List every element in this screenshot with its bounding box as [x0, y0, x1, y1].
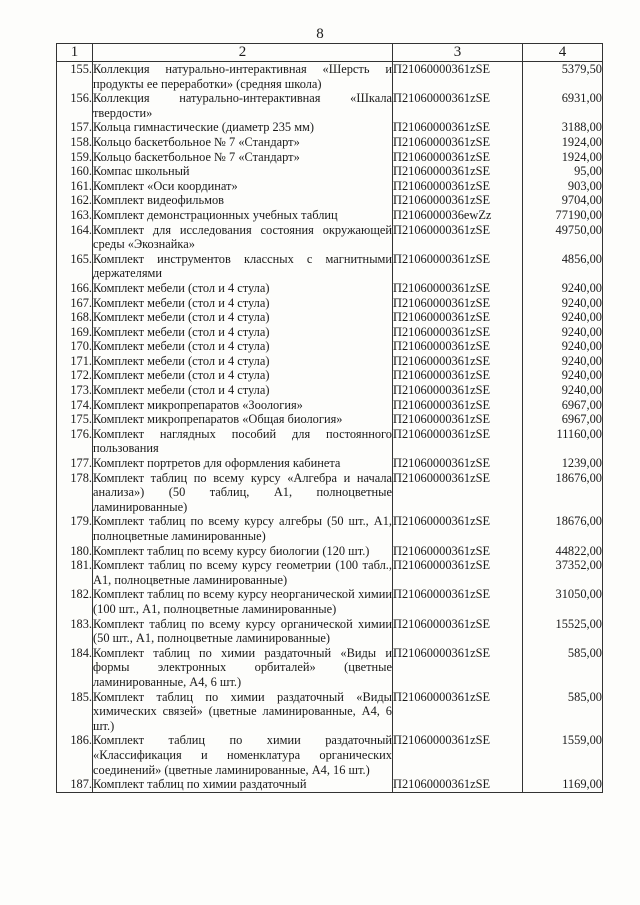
item-code: П21060000361zSE [393, 310, 523, 325]
item-code: П2106000036ewZz [393, 208, 523, 223]
item-price: 9240,00 [523, 339, 603, 354]
item-name: Комплект таблиц по всему курсу геометрии (100 табл., А1, полноцветные ламинированные) [93, 558, 392, 587]
item-name: Коллекция натурально-интерактивная «Шкала твердости» [93, 91, 392, 120]
item-name: Комплект мебели (стол и 4 стула) [93, 368, 393, 383]
item-name: Комплект таблиц по химии раздаточный [93, 777, 393, 792]
item-code: П21060000361zSE [393, 354, 523, 369]
item-name: Комплект мебели (стол и 4 стула) [93, 296, 393, 311]
item-name: Комплект видеофильмов [93, 193, 393, 208]
item-code: П21060000361zSE [393, 544, 523, 559]
table-row [57, 339, 603, 354]
item-code: П21060000361zSE [393, 383, 523, 398]
row-number: 175. [57, 412, 93, 427]
item-price: 9240,00 [523, 368, 603, 383]
table-row [57, 777, 603, 792]
item-code: П21060000361zSE [393, 368, 523, 383]
item-code: П21060000361zSE [393, 412, 523, 427]
item-price: 95,00 [523, 164, 603, 179]
item-code: П21060000361zSE [393, 193, 523, 208]
row-number: 163. [57, 208, 93, 223]
table-row [57, 325, 603, 340]
item-code: П21060000361zSE [393, 135, 523, 150]
row-number: 166. [57, 281, 93, 296]
item-code: П21060000361zSE [393, 339, 523, 354]
row-number: 160. [57, 164, 93, 179]
row-number: 187. [57, 777, 93, 792]
item-name: Коллекция натурально-интерактивная «Шерсть и продукты ее переработки» (средняя школа) [93, 62, 392, 91]
item-price: 9704,00 [523, 193, 603, 208]
table-header-row [57, 44, 603, 62]
row-number: 184. [57, 646, 93, 690]
table-row [57, 368, 603, 383]
row-number: 157. [57, 120, 93, 135]
row-number: 183. [57, 617, 93, 646]
table-row [57, 690, 603, 734]
item-name: Кольцо баскетбольное № 7 «Стандарт» [93, 135, 393, 150]
item-price: 9240,00 [523, 296, 603, 311]
row-number: 182. [57, 587, 93, 616]
item-code: П21060000361zSE [393, 456, 523, 471]
row-number: 185. [57, 690, 93, 734]
item-name: Комплект для исследования состояния окружающей среды «Экознайка» [93, 222, 392, 252]
table-row [57, 62, 603, 92]
item-code: П21060000361zSE [393, 223, 523, 252]
table-row [57, 456, 603, 471]
row-number: 172. [57, 368, 93, 383]
item-name: Комплект таблиц по химии раздаточный «Классификация и номенклатура органических соединений» (цветные ламинированные, А4, 16 шт.) [93, 733, 392, 777]
item-code: П21060000361zSE [393, 777, 523, 792]
item-code: П21060000361zSE [393, 427, 523, 456]
row-number: 167. [57, 296, 93, 311]
item-price: 49750,00 [523, 223, 603, 252]
row-number: 169. [57, 325, 93, 340]
item-code: П21060000361zSE [393, 471, 523, 515]
item-name: Комплект таблиц по химии раздаточный «Виды и формы электронных орбиталей» (цветные ламинированные, А4, 6 шт.) [93, 645, 392, 689]
item-price: 18676,00 [523, 471, 603, 515]
row-number: 164. [57, 223, 93, 252]
item-price: 903,00 [523, 179, 603, 194]
item-code: П21060000361zSE [393, 164, 523, 179]
column-header-code: 3 [393, 44, 523, 62]
item-name: Комплект таблиц по всему курсу «Алгебра и начала анализа») (50 таблиц, А1, полноцветные ламинированные) [93, 470, 392, 514]
table-row [57, 412, 603, 427]
row-number: 181. [57, 558, 93, 587]
table-row [57, 150, 603, 165]
row-number: 161. [57, 179, 93, 194]
item-name: Комплект таблиц по всему курсу неорганической химии (100 шт., А1, полноцветные ламинированные) [93, 587, 392, 616]
table-row [57, 135, 603, 150]
item-name: Комплект наглядных пособий для постоянного пользования [93, 426, 392, 456]
table-row [57, 544, 603, 559]
item-code: П21060000361zSE [393, 690, 523, 734]
row-number: 171. [57, 354, 93, 369]
table-row [57, 296, 603, 311]
item-name: Комплект мебели (стол и 4 стула) [93, 383, 393, 398]
item-code: П21060000361zSE [393, 398, 523, 413]
item-code: П21060000361zSE [393, 617, 523, 646]
table-row [57, 617, 603, 646]
item-price: 6967,00 [523, 398, 603, 413]
table-row [57, 471, 603, 515]
item-code: П21060000361zSE [393, 179, 523, 194]
item-name: Комплект мебели (стол и 4 стула) [93, 281, 393, 296]
item-code: П21060000361zSE [393, 150, 523, 165]
item-name: Комплект демонстрационных учебных таблиц [93, 208, 393, 223]
item-price: 15525,00 [523, 617, 603, 646]
item-name: Кольцо баскетбольное № 7 «Стандарт» [93, 150, 393, 165]
item-name: Комплект инструментов классных с магнитными держателями [93, 251, 392, 281]
table-row [57, 383, 603, 398]
item-name: Комплект мебели (стол и 4 стула) [93, 310, 393, 325]
item-price: 3188,00 [523, 120, 603, 135]
item-price: 44822,00 [523, 544, 603, 559]
row-number: 156. [57, 91, 93, 120]
item-code: П21060000361zSE [393, 325, 523, 340]
item-code: П21060000361zSE [393, 62, 523, 92]
item-code: П21060000361zSE [393, 252, 523, 281]
item-price: 585,00 [523, 690, 603, 734]
item-code: П21060000361zSE [393, 733, 523, 777]
item-code: П21060000361zSE [393, 296, 523, 311]
row-number: 173. [57, 383, 93, 398]
table-row [57, 558, 603, 587]
table-row [57, 252, 603, 281]
item-name: Комплект микропрепаратов «Общая биология» [93, 412, 393, 427]
table-row [57, 164, 603, 179]
item-price: 11160,00 [523, 427, 603, 456]
table-body [57, 62, 603, 793]
item-code: П21060000361zSE [393, 558, 523, 587]
item-code: П21060000361zSE [393, 514, 523, 543]
row-number: 155. [57, 62, 93, 92]
column-header-price: 4 [523, 44, 603, 62]
item-name: Комплект таблиц по химии раздаточный «Виды химических связей» (цветные ламинированные, А4, 6 шт.) [93, 689, 392, 733]
row-number: 168. [57, 310, 93, 325]
inventory-table [56, 43, 603, 793]
item-code: П21060000361zSE [393, 587, 523, 616]
table-row [57, 223, 603, 252]
item-name: Комплект «Оси координат» [93, 179, 393, 194]
item-name: Комплект таблиц по всему курсу биологии (120 шт.) [93, 544, 393, 559]
item-name: Комплект микропрепаратов «Зоология» [93, 398, 393, 413]
row-number: 165. [57, 252, 93, 281]
item-code: П21060000361zSE [393, 120, 523, 135]
item-name: Комплект мебели (стол и 4 стула) [93, 354, 393, 369]
table-row [57, 91, 603, 120]
table-row [57, 646, 603, 690]
table-row [57, 310, 603, 325]
row-number: 176. [57, 427, 93, 456]
item-price: 31050,00 [523, 587, 603, 616]
row-number: 159. [57, 150, 93, 165]
table-row [57, 398, 603, 413]
item-name: Комплект мебели (стол и 4 стула) [93, 325, 393, 340]
item-price: 37352,00 [523, 558, 603, 587]
item-price: 1239,00 [523, 456, 603, 471]
item-price: 9240,00 [523, 354, 603, 369]
item-price: 4856,00 [523, 252, 603, 281]
table-row [57, 514, 603, 543]
table-row [57, 354, 603, 369]
row-number: 170. [57, 339, 93, 354]
table-row [57, 427, 603, 456]
item-price: 585,00 [523, 646, 603, 690]
table-row [57, 193, 603, 208]
row-number: 180. [57, 544, 93, 559]
row-number: 174. [57, 398, 93, 413]
item-price: 1924,00 [523, 150, 603, 165]
table-row [57, 587, 603, 616]
item-price: 9240,00 [523, 383, 603, 398]
table-row [57, 208, 603, 223]
item-code: П21060000361zSE [393, 281, 523, 296]
item-price: 1924,00 [523, 135, 603, 150]
item-name: Компас школьный [93, 164, 393, 179]
item-code: П21060000361zSE [393, 91, 523, 120]
row-number: 179. [57, 514, 93, 543]
column-header-name: 2 [93, 44, 393, 62]
row-number: 186. [57, 733, 93, 777]
column-header-number: 1 [57, 44, 93, 62]
row-number: 162. [57, 193, 93, 208]
item-name: Комплект мебели (стол и 4 стула) [93, 339, 393, 354]
item-price: 5379,50 [523, 62, 603, 92]
page-number: 8 [316, 26, 324, 42]
item-price: 77190,00 [523, 208, 603, 223]
item-price: 9240,00 [523, 281, 603, 296]
item-price: 9240,00 [523, 310, 603, 325]
item-price: 18676,00 [523, 514, 603, 543]
row-number: 158. [57, 135, 93, 150]
item-price: 1559,00 [523, 733, 603, 777]
item-name: Кольца гимнастические (диаметр 235 мм) [93, 120, 393, 135]
item-name: Комплект портретов для оформления кабинета [93, 456, 393, 471]
item-price: 6931,00 [523, 91, 603, 120]
item-name: Комплект таблиц по всему курсу органической химии (50 шт., А1, полноцветные ламинированные) [93, 616, 392, 646]
item-price: 9240,00 [523, 325, 603, 340]
row-number: 177. [57, 456, 93, 471]
table-row [57, 179, 603, 194]
item-code: П21060000361zSE [393, 646, 523, 690]
row-number: 178. [57, 471, 93, 515]
item-price: 1169,00 [523, 777, 603, 792]
item-name: Комплект таблиц по всему курсу алгебры (50 шт., А1, полноцветные ламинированные) [93, 514, 392, 543]
item-price: 6967,00 [523, 412, 603, 427]
table-row [57, 733, 603, 777]
table-row [57, 281, 603, 296]
table-row [57, 120, 603, 135]
